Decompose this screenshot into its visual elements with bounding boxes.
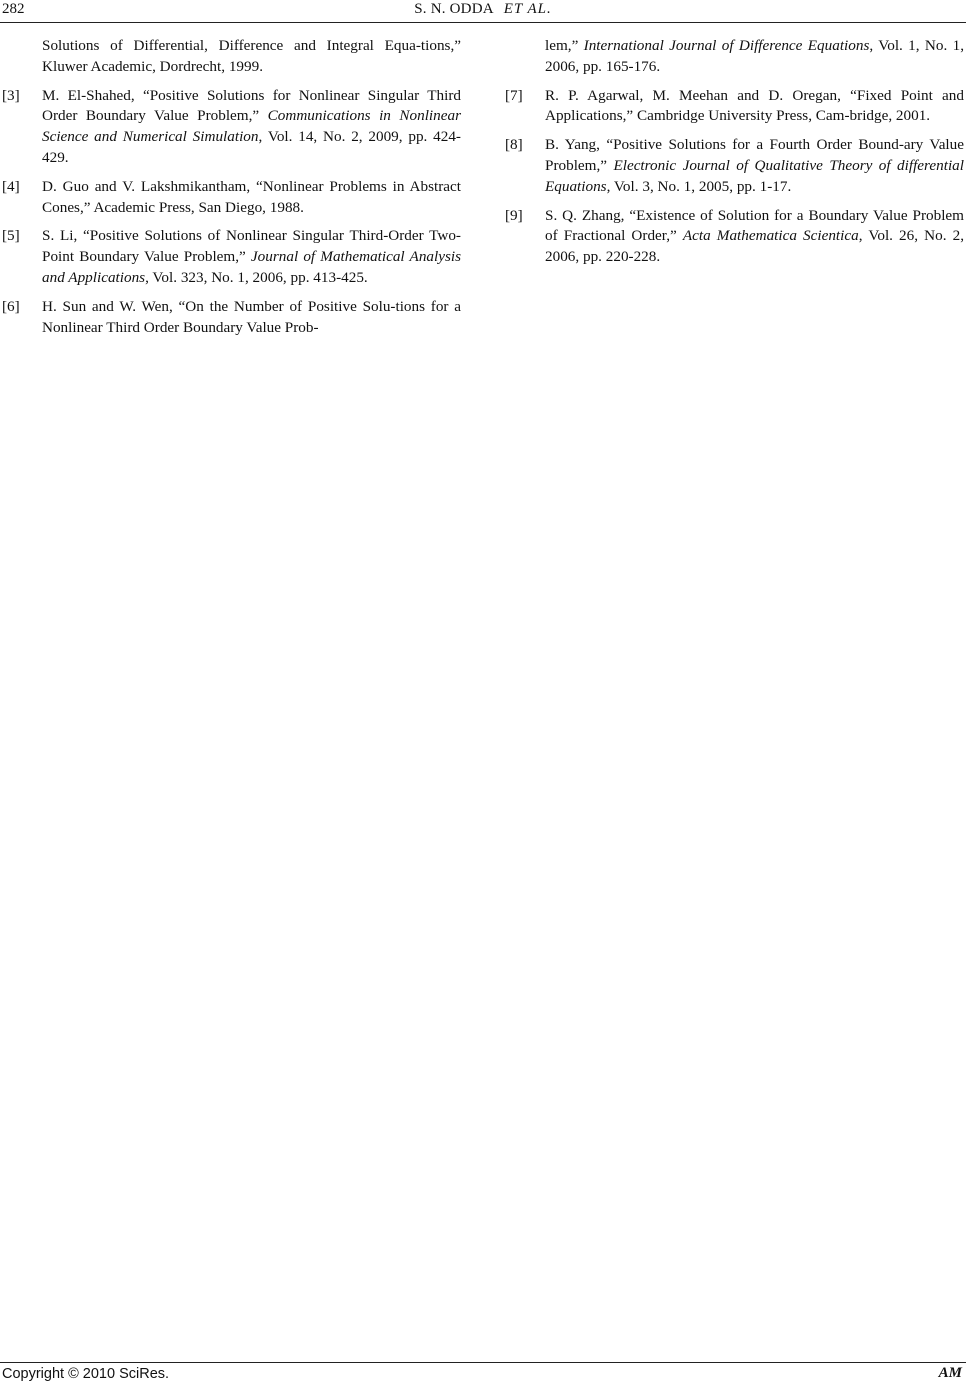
reference-text	[545, 207, 964, 266]
reference-text-segment: S. Q. Zhang, “Existence of Solution for a Boundary Value Problem of Fractional Order,”	[545, 206, 964, 245]
reference-source-title: Acta Mathematica Scientica	[682, 227, 859, 245]
reference-text-segment: Solutions of Differential, Difference and Integral Equa-tions,” Kluwer Academic, Dordrecht, 1999.	[42, 37, 461, 75]
reference-text-segment: R. P. Agarwal, M. Meehan and D. Oregan, “Fixed Point and Applications,” Cambridge University Press, Cam-bridge, 2001.	[545, 86, 964, 125]
journal-abbreviation: AM	[938, 1365, 962, 1381]
reference-text-segment: , Vol. 3, No. 1, 2005, pp. 1-17.	[606, 177, 792, 195]
reference-text	[42, 178, 461, 216]
copyright-notice: Copyright © 2010 SciRes.	[2, 1366, 170, 1382]
references-right-column	[505, 36, 964, 276]
reference-entry	[505, 86, 964, 128]
reference-number: [8]	[505, 136, 523, 154]
et-al: ET AL.	[503, 1, 552, 17]
reference-text-segment: B. Yang, “Positive Solutions for a Fourth Order Bound-ary Value Problem,”	[545, 136, 964, 174]
reference-text-segment: D. Guo and V. Lakshmikantham, “Nonlinear Problems in Abstract Cones,” Academic Press, San Diego, 1988.	[42, 177, 461, 216]
reference-source-title: International Journal of Difference Equations	[583, 37, 870, 54]
reference-text	[545, 87, 964, 125]
reference-text-segment: , Vol. 323, No. 1, 2006, pp. 413-425.	[145, 268, 368, 286]
author-names: S. N. ODDA	[414, 1, 494, 17]
reference-text-segment: , Vol. 26, No. 2, 2006, pp. 220-228.	[545, 227, 964, 266]
reference-entry	[2, 177, 461, 219]
reference-text	[42, 87, 461, 166]
reference-entry	[2, 297, 461, 339]
reference-text-segment: H. Sun and W. Wen, “On the Number of Positive Solu-tions for a Nonlinear Third Order Boundary Value Prob-	[42, 297, 461, 336]
reference-number: [9]	[505, 206, 523, 224]
reference-text-segment: M. El-Shahed, “Positive Solutions for Nonlinear Singular Third Order Boundary Value Problem,”	[42, 86, 461, 125]
reference-text-segment: , Vol. 14, No. 2, 2009, pp. 424-429.	[42, 128, 461, 166]
reference-entry	[2, 226, 461, 288]
page-footer	[0, 1362, 966, 1387]
reference-text	[42, 37, 461, 75]
running-header	[0, 0, 966, 23]
reference-number: [7]	[505, 86, 523, 104]
reference-continuation	[505, 36, 964, 78]
reference-text-segment: S. Li, “Positive Solutions of Nonlinear Singular Third-Order Two-Point Boundary Value Problem,”	[42, 227, 461, 266]
reference-source-title: Communications in Nonlinear Science and Numerical Simulation	[42, 107, 461, 146]
reference-text-segment: , Vol. 1, No. 1, 2006, pp. 165-176.	[545, 37, 965, 75]
reference-number: [4]	[2, 177, 20, 195]
running-head-authors	[0, 1, 966, 18]
reference-text	[42, 298, 461, 336]
reference-text	[545, 136, 964, 195]
reference-source-title: Electronic Journal of Qualitative Theory of differential Equations	[545, 156, 964, 195]
references-left-column	[2, 36, 461, 346]
reference-entry	[505, 135, 964, 197]
page-number: 282	[2, 1, 25, 17]
reference-text	[545, 37, 964, 75]
reference-continuation	[2, 36, 461, 78]
reference-number: [6]	[2, 297, 20, 315]
reference-text-segment: lem,”	[545, 37, 584, 54]
reference-text	[42, 227, 461, 286]
reference-source-title: Journal of Mathematical Analysis and Applications	[42, 248, 462, 286]
reference-entry	[505, 206, 964, 268]
reference-number: [5]	[2, 227, 20, 245]
reference-number: [3]	[2, 86, 20, 104]
reference-entry	[2, 86, 461, 169]
